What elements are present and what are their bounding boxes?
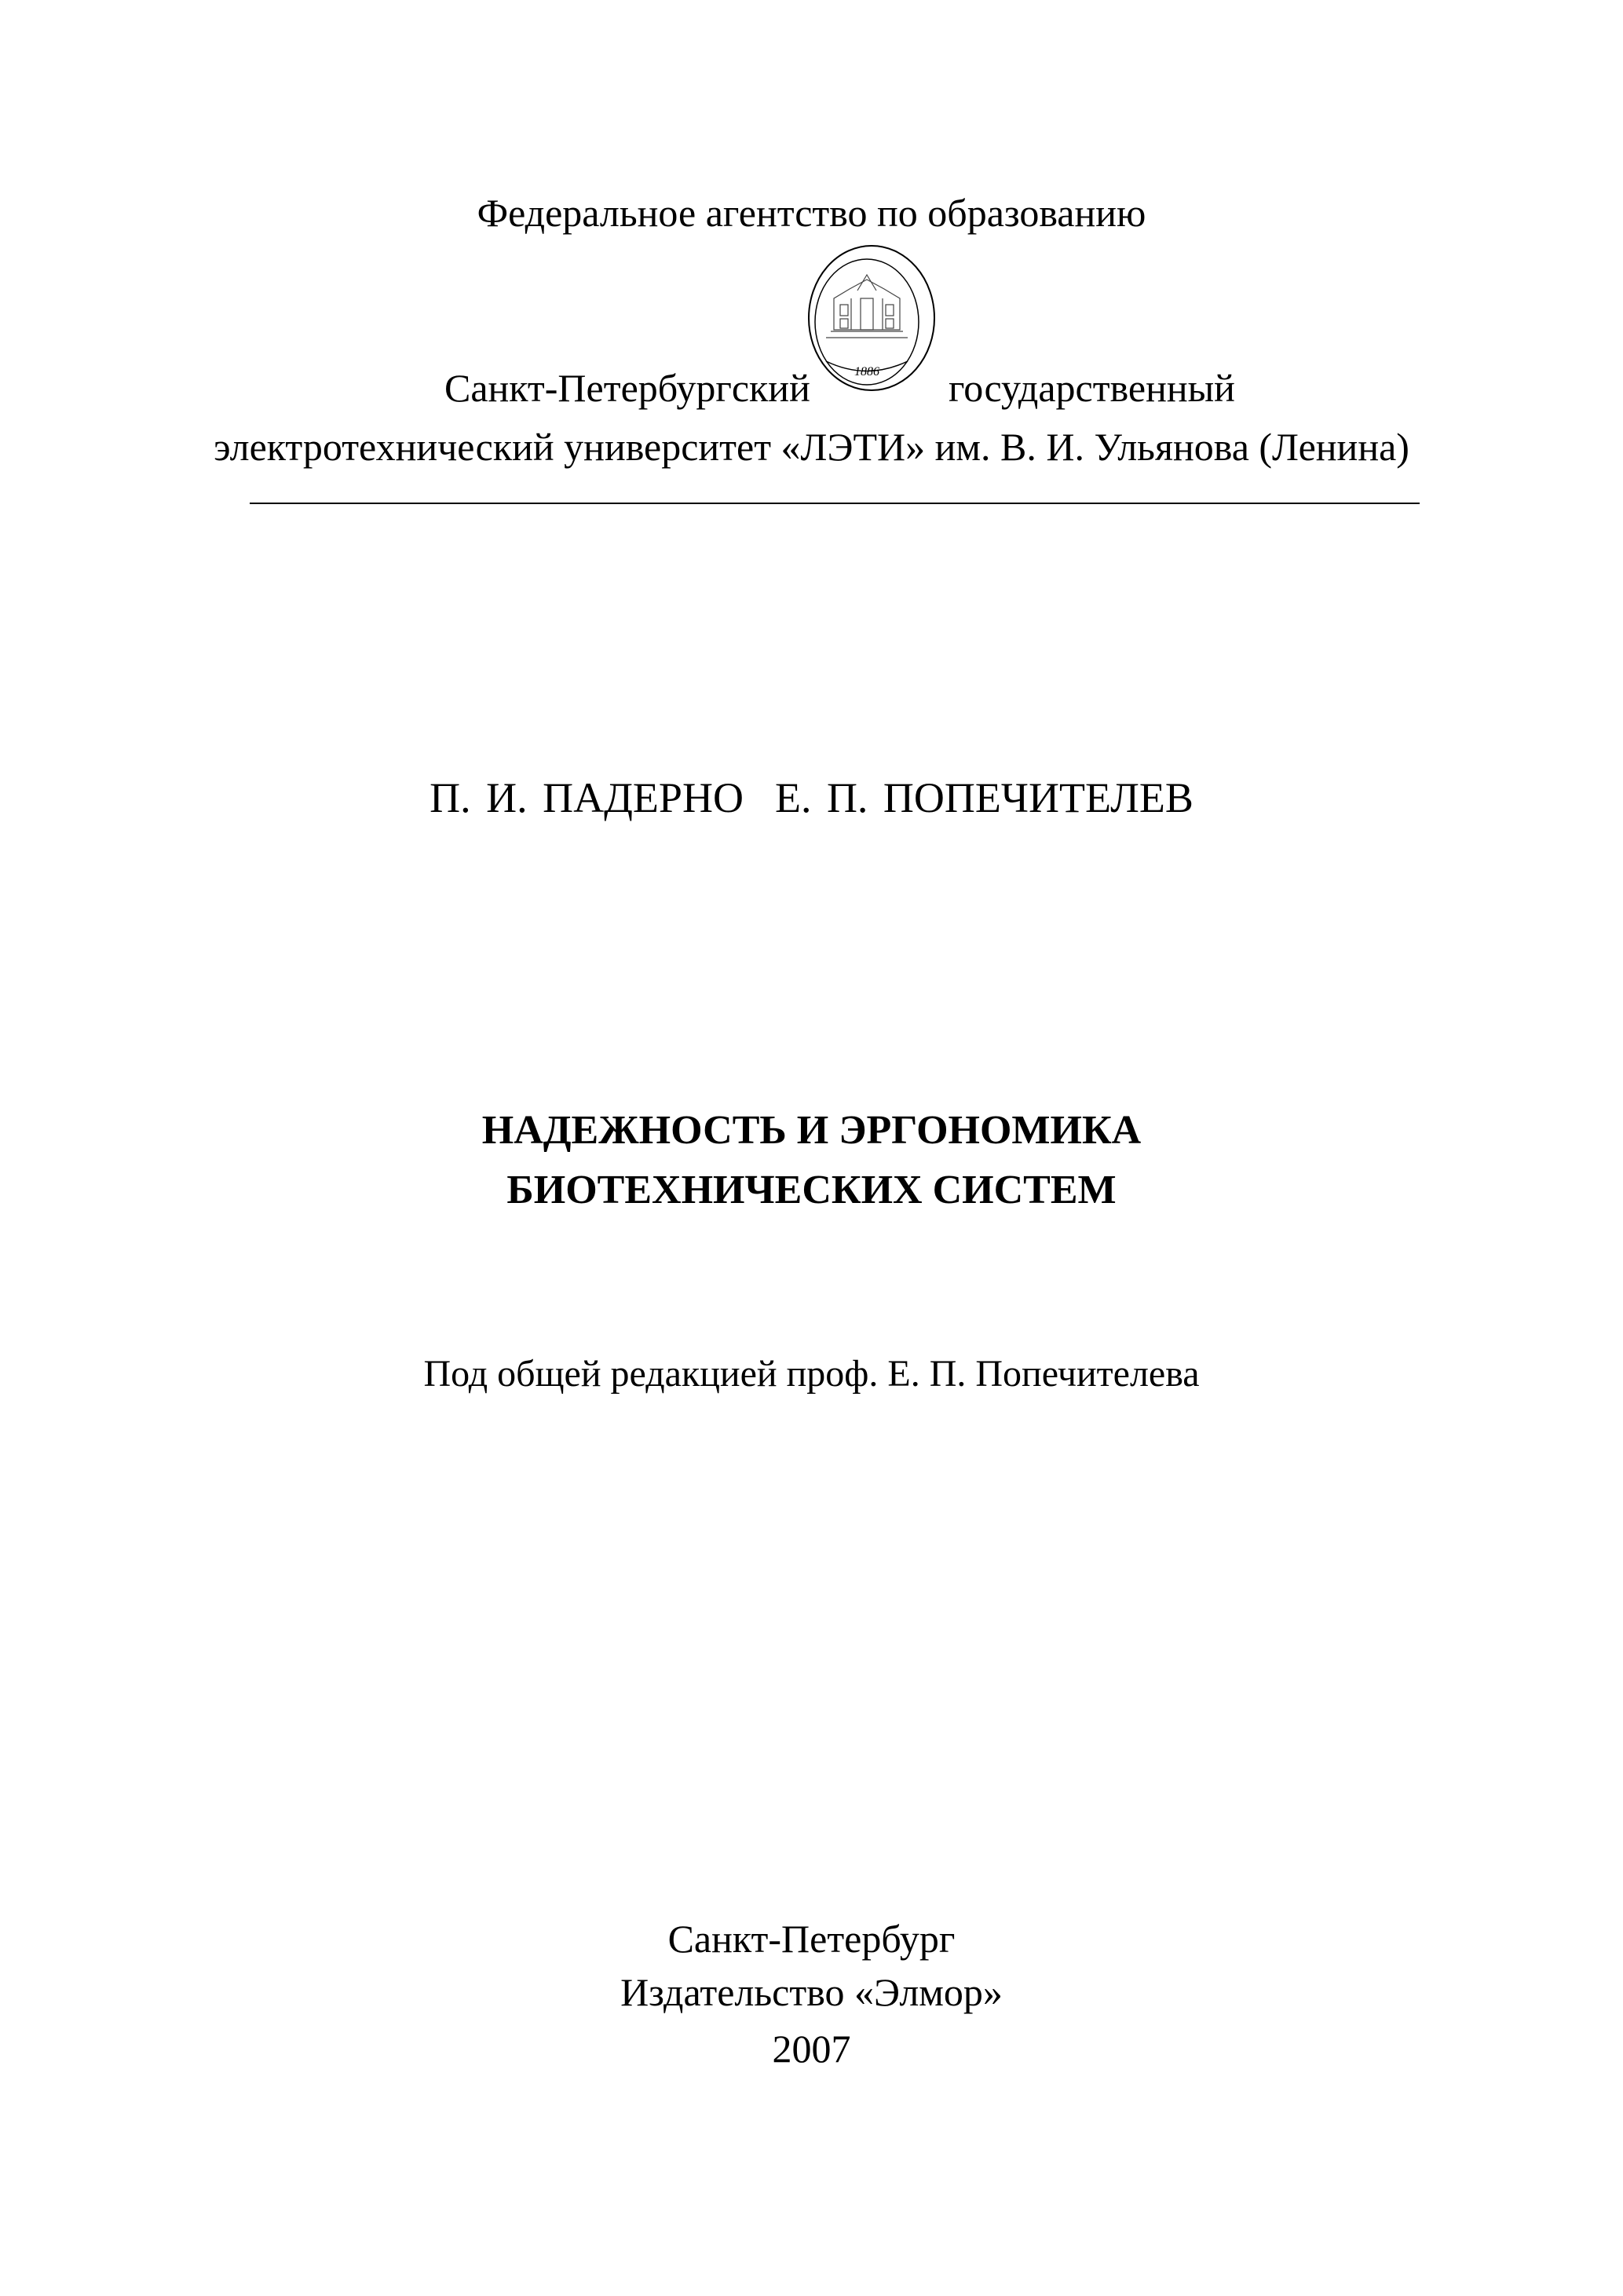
university-state: государственный (949, 366, 1235, 410)
emblem-year: 1886 (854, 365, 879, 378)
author-2: Е. П. ПОПЕЧИТЕЛЕВ (774, 774, 1193, 821)
editor-note: Под общей редакцией проф. Е. П. Попечителева (423, 1353, 1200, 1395)
university-emblem-icon (802, 243, 940, 400)
university-line-2: электротехнический университет «ЛЭТИ» им. В. И. Ульянова (Ленина) (214, 425, 1409, 469)
book-title-line-2: БИОТЕХНИЧЕСКИХ СИСТЕМ (506, 1168, 1117, 1212)
imprint-city: Санкт-Петербург (667, 1917, 956, 1961)
author-1: П. И. ПАДЕРНО (430, 774, 744, 821)
imprint-publisher: Издательство «Элмор» (620, 1970, 1003, 2014)
authors (0, 773, 1623, 822)
header-divider (250, 503, 1420, 504)
agency-name: Федеральное агентство по образованию (477, 191, 1146, 235)
imprint-year: 2007 (772, 2027, 851, 2071)
university-city: Санкт-Петербургский (444, 366, 810, 410)
book-title-line-1: НАДЕЖНОСТЬ И ЭРГОНОМИКА (481, 1108, 1142, 1153)
